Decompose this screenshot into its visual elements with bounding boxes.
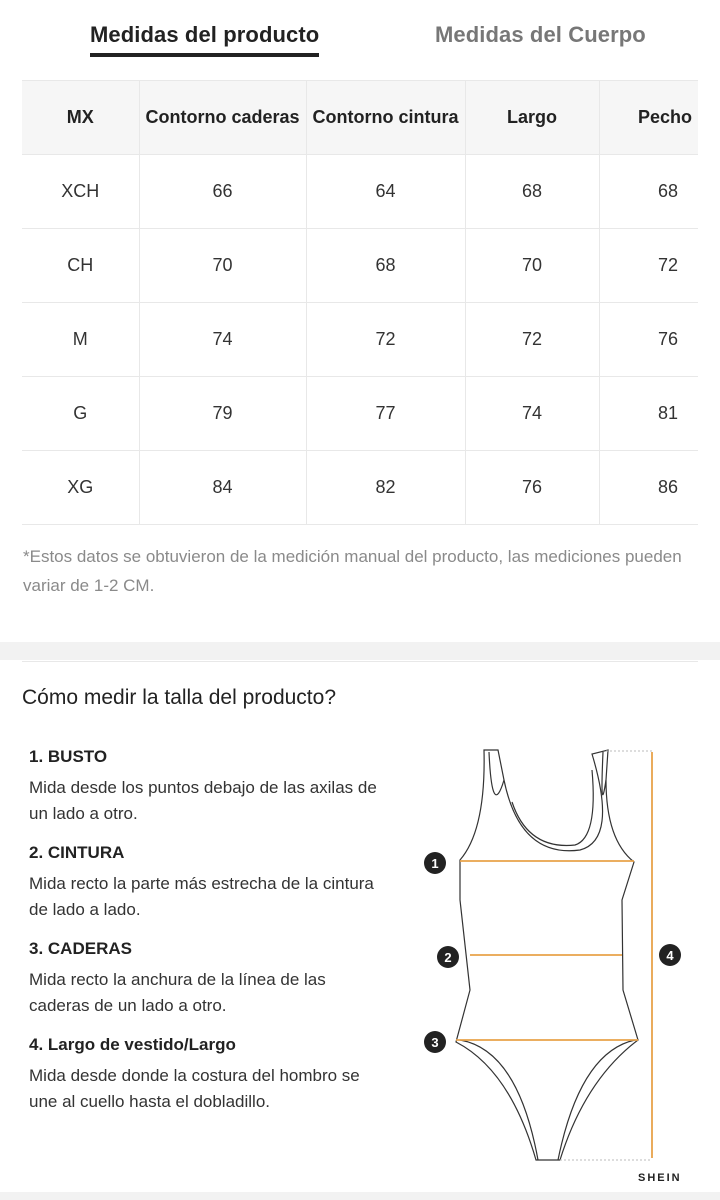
header-waist: Contorno cintura <box>306 81 465 155</box>
marker-3-label: 3 <box>431 1035 439 1050</box>
table-row <box>22 155 698 229</box>
table-cell: 74 <box>139 303 306 377</box>
table-cell: 84 <box>139 451 306 525</box>
step-description: Mida desde los puntos debajo de las axilas de un lado a otro. <box>29 778 377 823</box>
size-table <box>22 80 698 525</box>
table-cell: 79 <box>139 377 306 451</box>
tab-body-label: Medidas del Cuerpo <box>435 22 646 47</box>
brand-logo: SHEIN <box>638 1172 682 1184</box>
table-cell: 76 <box>599 303 698 377</box>
step-title: 4. Largo de vestido/Largo <box>29 1035 236 1054</box>
step-description: Mida recto la anchura de la línea de las caderas de un lado a otro. <box>29 970 326 1015</box>
step-title: 1. BUSTO <box>29 747 108 766</box>
bottom-separator <box>0 1192 720 1200</box>
tab-product-label: Medidas del producto <box>90 22 320 47</box>
section-separator <box>0 642 720 660</box>
table-cell: 72 <box>599 229 698 303</box>
table-cell: 74 <box>465 377 599 451</box>
bodysuit-diagram <box>420 740 700 1190</box>
size-tabs <box>0 0 720 70</box>
header-hips: Contorno caderas <box>139 81 306 155</box>
table-cell: 68 <box>599 155 698 229</box>
measurement-steps <box>29 745 389 1129</box>
marker-4 <box>659 944 681 966</box>
table-cell: 68 <box>465 155 599 229</box>
table-cell: 86 <box>599 451 698 525</box>
marker-4-label: 4 <box>666 948 674 963</box>
tab-body-measurements[interactable] <box>435 22 646 48</box>
active-tab-underline <box>90 53 319 57</box>
table-cell: XCH <box>22 155 139 229</box>
step-description: Mida recto la parte más estrecha de la cintura de lado a lado. <box>29 874 374 919</box>
table-cell: 70 <box>139 229 306 303</box>
table-cell: 82 <box>306 451 465 525</box>
table-cell: 66 <box>139 155 306 229</box>
step-bust <box>29 745 389 827</box>
table-row <box>22 451 698 525</box>
marker-1 <box>424 852 446 874</box>
table-cell: 70 <box>465 229 599 303</box>
header-length: Largo <box>465 81 599 155</box>
table-cell: 68 <box>306 229 465 303</box>
table-row <box>22 303 698 377</box>
table-cell: 76 <box>465 451 599 525</box>
marker-1-label: 1 <box>431 856 439 871</box>
table-cell: M <box>22 303 139 377</box>
measurement-note: *Estos datos se obtuvieron de la medición manual del producto, las mediciones pueden variar de 1-2 CM. <box>23 547 682 595</box>
table-row <box>22 377 698 451</box>
how-to-measure-title: Cómo medir la talla del producto? <box>22 686 336 709</box>
table-header-row <box>22 81 698 155</box>
table-cell: 64 <box>306 155 465 229</box>
step-title: 2. CINTURA <box>29 843 125 862</box>
table-cell: G <box>22 377 139 451</box>
table-cell: XG <box>22 451 139 525</box>
step-hips <box>29 937 389 1019</box>
marker-3 <box>424 1031 446 1053</box>
marker-2 <box>437 946 459 968</box>
table-cell: 77 <box>306 377 465 451</box>
step-length <box>29 1033 389 1115</box>
table-cell: 81 <box>599 377 698 451</box>
step-description: Mida desde donde la costura del hombro se une al cuello hasta el dobladillo. <box>29 1066 360 1111</box>
tab-product-measurements[interactable] <box>90 22 319 48</box>
marker-2-label: 2 <box>444 950 452 965</box>
table-cell: 72 <box>306 303 465 377</box>
table-row <box>22 229 698 303</box>
header-chest: Pecho <box>599 81 698 155</box>
step-title: 3. CADERAS <box>29 939 132 958</box>
table-cell: CH <box>22 229 139 303</box>
header-mx: MX <box>22 81 139 155</box>
step-waist <box>29 841 389 923</box>
table-cell: 72 <box>465 303 599 377</box>
divider <box>22 661 698 662</box>
